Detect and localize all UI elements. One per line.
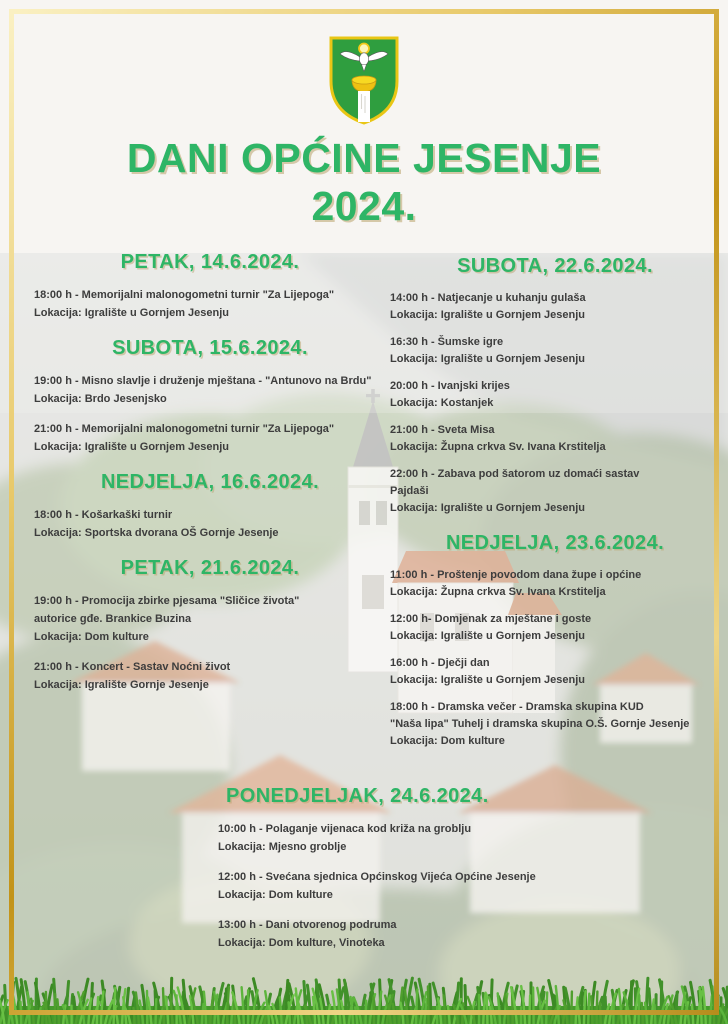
day-header: PETAK, 21.6.2024. <box>120 557 300 579</box>
event-line: 11:00 h - Proštenje povodom dana župe i općine <box>390 569 642 581</box>
event-line: 21:00 h - Koncert - Sastav Noćni život <box>34 661 231 673</box>
day-header: NEDJELJA, 23.6.2024. <box>445 532 665 554</box>
event-line: 13:00 h - Dani otvorenog podruma <box>218 919 397 931</box>
day-section <box>390 531 720 750</box>
event-line: Lokacija: Dom kulture <box>34 631 149 643</box>
water-column <box>358 91 370 122</box>
day-section <box>34 556 386 694</box>
day-section <box>390 254 720 517</box>
event <box>34 420 386 456</box>
event <box>390 611 720 645</box>
event-line: Lokacija: Igralište Gornje Jesenje <box>34 679 209 691</box>
event-line: Lokacija: Igralište u Gornjem Jesenju <box>390 502 586 514</box>
event <box>218 820 710 856</box>
event-line: 20:00 h - Ivanjski krijes <box>390 380 510 392</box>
event-line: Lokacija: Mjesno groblje <box>218 841 347 853</box>
event <box>218 916 710 952</box>
event-line: 16:30 h - Šumske igre <box>390 336 504 348</box>
event-line: Lokacija: Dom kulture, Vinoteka <box>218 937 385 949</box>
coat-of-arms <box>327 35 401 126</box>
event-line: 18:00 h - Košarkaški turnir <box>34 509 173 521</box>
schedule-bottom-section <box>218 784 710 964</box>
event <box>34 372 386 408</box>
event <box>390 290 720 324</box>
event-line: "Naša lipa" Tuhelj i dramska skupina O.Š. Gornje Jesenje <box>390 718 690 730</box>
poster-title-line1: DANI OPĆINE JESENJE <box>126 135 602 181</box>
event-line: 14:00 h - Natjecanje u kuhanju gulaša <box>390 292 586 304</box>
day-section <box>34 250 386 322</box>
grass-decoration <box>0 956 728 1024</box>
day-header: NEDJELJA, 16.6.2024. <box>100 471 320 493</box>
event-line: 21:00 h - Memorijalni malonogometni turnir "Za Lijepoga" <box>34 423 335 435</box>
day-header: SUBOTA, 15.6.2024. <box>112 337 308 359</box>
day-section <box>218 784 710 952</box>
event <box>390 378 720 412</box>
schedule-right-column <box>390 254 720 760</box>
event-line: Lokacija: Igralište u Gornjem Jesenju <box>390 674 586 686</box>
day-section <box>34 470 386 542</box>
schedule-left-column <box>34 250 386 706</box>
event <box>218 868 710 904</box>
event-line: 19:00 h - Misno slavlje i druženje mještana - "Antunovo na Brdu" <box>34 375 372 387</box>
poster-title <box>0 134 728 230</box>
event-line: 21:00 h - Sveta Misa <box>390 424 495 436</box>
event <box>390 655 720 689</box>
event-line: Lokacija: Dom kulture <box>218 889 333 901</box>
day-header: SUBOTA, 22.6.2024. <box>457 255 653 277</box>
poster-title-line2: 2024. <box>311 183 417 229</box>
event-line: Lokacija: Sportska dvorana OŠ Gornje Jesenje <box>34 527 279 539</box>
event-line: autorice gđe. Brankice Buzina <box>34 613 192 625</box>
event-line: 19:00 h - Promocija zbirke pjesama "Sličice života" <box>34 595 300 607</box>
event-line: 12:00 h- Domjenak za mještane i goste <box>390 613 592 625</box>
event-line: Lokacija: Igralište u Gornjem Jesenju <box>390 309 586 321</box>
event-line: Pajdaši <box>390 485 429 497</box>
event <box>34 658 386 694</box>
event <box>390 699 720 750</box>
event-line: 10:00 h - Polaganje vijenaca kod križa na groblju <box>218 823 472 835</box>
event-line: Lokacija: Igralište u Gornjem Jesenju <box>34 441 230 453</box>
event-line: Lokacija: Igralište u Gornjem Jesenju <box>390 630 586 642</box>
event-line: Lokacija: Dom kulture <box>390 735 505 747</box>
event-line: 22:00 h - Zabava pod šatorom uz domaći sastav <box>390 468 640 480</box>
event-line: 12:00 h - Svećana sjednica Općinskog Vijeća Općine Jesenje <box>218 871 536 883</box>
event <box>34 286 386 322</box>
event <box>390 466 720 517</box>
day-header: PETAK, 14.6.2024. <box>120 251 300 273</box>
event-line: Lokacija: Kostanjek <box>390 397 494 409</box>
event <box>390 422 720 456</box>
event-line: 18:00 h - Memorijalni malonogometni turnir "Za Lijepoga" <box>34 289 335 301</box>
event-line: 18:00 h - Dramska večer - Dramska skupina KUD <box>390 701 644 713</box>
event <box>34 506 386 542</box>
event-line: Lokacija: Brdo Jesenjsko <box>34 393 167 405</box>
event-line: Lokacija: Igralište u Gornjem Jesenju <box>34 307 230 319</box>
event <box>390 334 720 368</box>
day-header: PONEDJELJAK, 24.6.2024. <box>226 785 489 807</box>
event-line: Lokacija: Župna crkva Sv. Ivana Krstitelja <box>390 586 606 598</box>
day-section <box>34 336 386 456</box>
event <box>34 592 386 646</box>
event-line: 16:00 h - Dječji dan <box>390 657 490 669</box>
event <box>390 567 720 601</box>
event-line: Lokacija: Župna crkva Sv. Ivana Krstitelja <box>390 441 606 453</box>
event-line: Lokacija: Igralište u Gornjem Jesenju <box>390 353 586 365</box>
